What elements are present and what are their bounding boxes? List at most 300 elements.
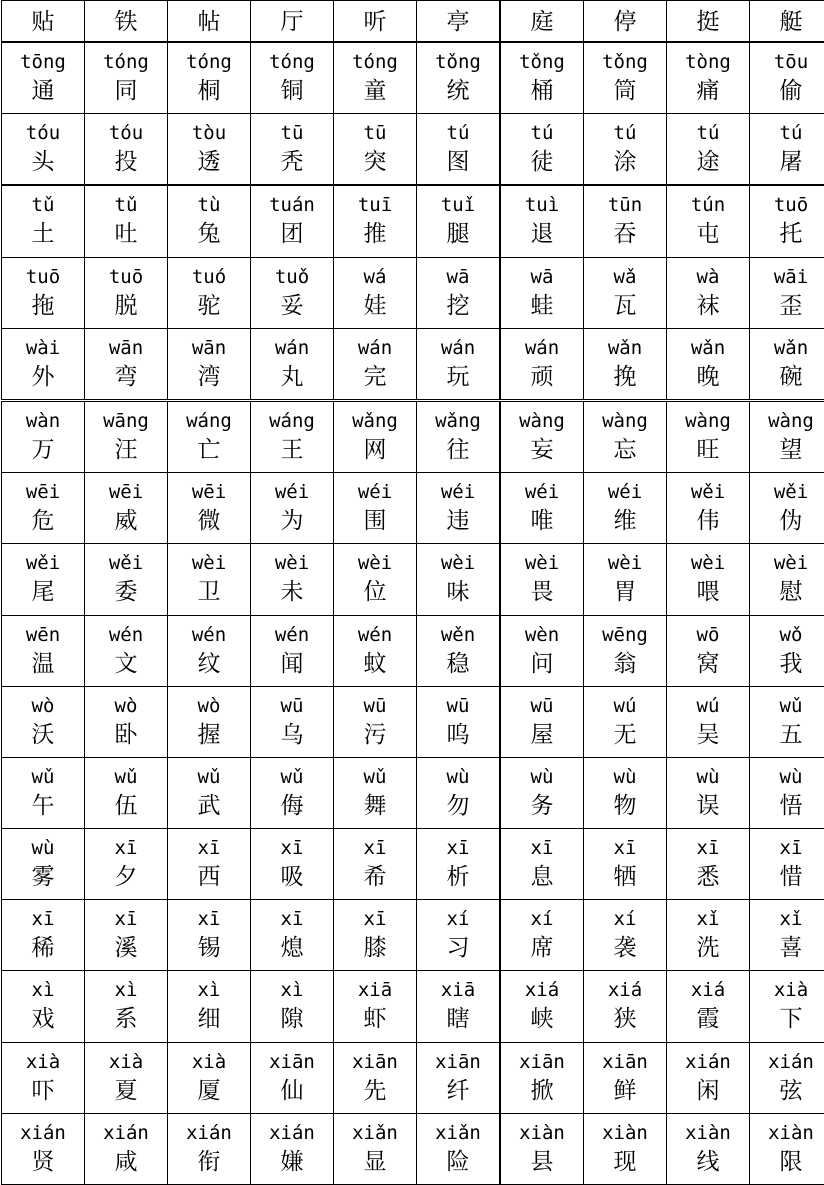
character-text: 痛 bbox=[667, 73, 749, 107]
header-cell bbox=[500, 1, 584, 43]
table-row bbox=[2, 400, 824, 472]
character-cell bbox=[168, 114, 251, 186]
pinyin-text: xià bbox=[750, 971, 824, 1001]
character-cell bbox=[251, 544, 334, 615]
pinyin-text: wǔ bbox=[85, 758, 167, 788]
character-cell bbox=[251, 400, 334, 472]
pinyin-text: wù bbox=[2, 829, 84, 859]
character-cell bbox=[417, 185, 501, 257]
pinyin-text: wā bbox=[417, 258, 499, 288]
pinyin-text: wēng bbox=[584, 616, 666, 646]
character-cell bbox=[251, 1113, 334, 1184]
character-cell bbox=[168, 1042, 251, 1113]
header-character: 铁 bbox=[85, 1, 167, 41]
character-cell bbox=[334, 1042, 417, 1113]
pinyin-text: wǎ bbox=[584, 258, 666, 288]
character-cell bbox=[85, 757, 168, 828]
character-cell bbox=[168, 257, 251, 328]
pinyin-text: xǐ bbox=[750, 900, 824, 930]
character-cell bbox=[2, 757, 85, 828]
character-cell bbox=[417, 971, 501, 1042]
pinyin-text: wǎn bbox=[750, 329, 824, 359]
table-row bbox=[2, 185, 824, 257]
character-cell bbox=[85, 42, 168, 114]
character-cell bbox=[584, 971, 667, 1042]
character-text: 伪 bbox=[750, 503, 824, 537]
character-cell bbox=[2, 829, 85, 900]
character-cell bbox=[85, 257, 168, 328]
pinyin-character-table bbox=[1, 0, 824, 1185]
character-text: 玩 bbox=[417, 359, 499, 393]
pinyin-text: wò bbox=[2, 687, 84, 717]
pinyin-text: wàn bbox=[2, 402, 84, 432]
character-cell bbox=[334, 328, 417, 400]
pinyin-text: wǒ bbox=[750, 616, 824, 646]
character-text: 喜 bbox=[750, 930, 824, 964]
character-text: 习 bbox=[417, 930, 499, 964]
character-text: 误 bbox=[667, 788, 749, 822]
table-row bbox=[2, 114, 824, 186]
pinyin-text: wáng bbox=[168, 402, 250, 432]
character-text: 投 bbox=[85, 144, 167, 178]
pinyin-text: xiá bbox=[667, 971, 749, 1001]
character-text: 衔 bbox=[168, 1144, 250, 1178]
character-text: 午 bbox=[2, 788, 84, 822]
character-cell bbox=[667, 900, 750, 971]
pinyin-text: tóng bbox=[85, 43, 167, 73]
character-text: 先 bbox=[334, 1073, 416, 1107]
character-cell bbox=[667, 42, 750, 114]
pinyin-text: wù bbox=[750, 758, 824, 788]
pinyin-text: wù bbox=[667, 758, 749, 788]
header-row bbox=[2, 1, 824, 43]
character-text: 晚 bbox=[667, 359, 749, 393]
character-cell bbox=[667, 114, 750, 186]
character-cell bbox=[85, 400, 168, 472]
pinyin-text: wò bbox=[85, 687, 167, 717]
character-text: 洗 bbox=[667, 930, 749, 964]
character-text: 丸 bbox=[251, 359, 333, 393]
pinyin-text: tú bbox=[667, 114, 749, 144]
character-text: 弯 bbox=[85, 359, 167, 393]
character-text: 希 bbox=[334, 859, 416, 893]
character-text: 文 bbox=[85, 646, 167, 680]
pinyin-text: wān bbox=[85, 329, 167, 359]
character-text: 侮 bbox=[251, 788, 333, 822]
character-cell bbox=[500, 971, 584, 1042]
character-text: 戏 bbox=[2, 1001, 84, 1035]
character-cell bbox=[584, 400, 667, 472]
table-row bbox=[2, 42, 824, 114]
table-row bbox=[2, 473, 824, 544]
pinyin-text: tuó bbox=[168, 258, 250, 288]
character-text: 童 bbox=[334, 73, 416, 107]
header-cell bbox=[85, 1, 168, 43]
pinyin-text: wàng bbox=[667, 402, 749, 432]
character-cell bbox=[500, 900, 584, 971]
pinyin-text: wū bbox=[501, 687, 583, 717]
character-cell bbox=[500, 686, 584, 757]
pinyin-text: wù bbox=[584, 758, 666, 788]
pinyin-text: wǔ bbox=[334, 758, 416, 788]
character-cell bbox=[251, 473, 334, 544]
character-cell bbox=[500, 400, 584, 472]
character-text: 推 bbox=[334, 216, 416, 250]
character-cell bbox=[417, 900, 501, 971]
table-body bbox=[2, 1, 824, 1185]
pinyin-text: tuō bbox=[750, 186, 824, 216]
pinyin-text: xiǎn bbox=[334, 1114, 416, 1144]
character-cell bbox=[168, 686, 251, 757]
header-cell bbox=[584, 1, 667, 43]
character-cell bbox=[85, 473, 168, 544]
pinyin-text: wū bbox=[417, 687, 499, 717]
pinyin-text: tóu bbox=[85, 114, 167, 144]
character-text: 息 bbox=[501, 859, 583, 893]
pinyin-text: wěi bbox=[667, 473, 749, 503]
table-row bbox=[2, 900, 824, 971]
character-text: 维 bbox=[584, 503, 666, 537]
character-cell bbox=[417, 686, 501, 757]
pinyin-text: wú bbox=[667, 687, 749, 717]
character-text: 顽 bbox=[501, 359, 583, 393]
character-cell bbox=[85, 185, 168, 257]
character-cell bbox=[500, 544, 584, 615]
pinyin-text: wěn bbox=[417, 616, 499, 646]
character-text: 未 bbox=[251, 574, 333, 608]
pinyin-text: xì bbox=[251, 971, 333, 1001]
character-text: 蛙 bbox=[501, 288, 583, 322]
character-text: 违 bbox=[417, 503, 499, 537]
table-row bbox=[2, 757, 824, 828]
character-cell bbox=[334, 185, 417, 257]
pinyin-text: wǎng bbox=[334, 402, 416, 432]
character-text: 威 bbox=[85, 503, 167, 537]
character-text: 吓 bbox=[2, 1073, 84, 1107]
character-cell bbox=[584, 686, 667, 757]
character-cell bbox=[750, 328, 824, 400]
character-cell bbox=[168, 829, 251, 900]
character-cell bbox=[168, 473, 251, 544]
pinyin-text: xián bbox=[85, 1114, 167, 1144]
character-cell bbox=[500, 42, 584, 114]
character-text: 乌 bbox=[251, 717, 333, 751]
character-cell bbox=[2, 185, 85, 257]
character-text: 牺 bbox=[584, 859, 666, 893]
pinyin-text: tǒng bbox=[417, 43, 499, 73]
header-cell bbox=[417, 1, 501, 43]
pinyin-text: wèi bbox=[584, 544, 666, 574]
character-cell bbox=[334, 42, 417, 114]
character-cell bbox=[334, 400, 417, 472]
character-text: 妄 bbox=[501, 432, 583, 466]
pinyin-text: wǎn bbox=[584, 329, 666, 359]
character-text: 惜 bbox=[750, 859, 824, 893]
character-cell bbox=[750, 900, 824, 971]
header-character: 停 bbox=[584, 1, 666, 41]
character-cell bbox=[750, 1113, 824, 1184]
pinyin-text: xī bbox=[168, 900, 250, 930]
pinyin-text: wǔ bbox=[2, 758, 84, 788]
table-row bbox=[2, 257, 824, 328]
pinyin-text: tuō bbox=[85, 258, 167, 288]
character-cell bbox=[750, 42, 824, 114]
pinyin-text: xí bbox=[584, 900, 666, 930]
character-text: 旺 bbox=[667, 432, 749, 466]
character-text: 县 bbox=[501, 1144, 583, 1178]
pinyin-text: wān bbox=[168, 329, 250, 359]
pinyin-text: wàng bbox=[750, 402, 824, 432]
pinyin-text: wén bbox=[334, 616, 416, 646]
pinyin-text: wén bbox=[251, 616, 333, 646]
pinyin-text: tòng bbox=[667, 43, 749, 73]
character-cell bbox=[667, 971, 750, 1042]
character-text: 畏 bbox=[501, 574, 583, 608]
character-text: 兔 bbox=[168, 216, 250, 250]
pinyin-text: wāi bbox=[750, 258, 824, 288]
character-text: 土 bbox=[2, 216, 84, 250]
character-cell bbox=[334, 473, 417, 544]
character-cell bbox=[667, 473, 750, 544]
pinyin-text: wú bbox=[584, 687, 666, 717]
character-cell bbox=[168, 900, 251, 971]
character-text: 慰 bbox=[750, 574, 824, 608]
character-cell bbox=[584, 328, 667, 400]
pinyin-text: xī bbox=[667, 829, 749, 859]
character-cell bbox=[667, 757, 750, 828]
character-text: 熄 bbox=[251, 930, 333, 964]
character-text: 线 bbox=[667, 1144, 749, 1178]
pinyin-text: tòu bbox=[168, 114, 250, 144]
pinyin-text: wēn bbox=[2, 616, 84, 646]
character-cell bbox=[750, 757, 824, 828]
character-cell bbox=[334, 615, 417, 686]
character-cell bbox=[584, 185, 667, 257]
pinyin-text: wèi bbox=[667, 544, 749, 574]
character-cell bbox=[500, 328, 584, 400]
character-cell bbox=[750, 686, 824, 757]
character-text: 胃 bbox=[584, 574, 666, 608]
character-cell bbox=[500, 1042, 584, 1113]
character-text: 污 bbox=[334, 717, 416, 751]
character-text: 翁 bbox=[584, 646, 666, 680]
table-row bbox=[2, 615, 824, 686]
pinyin-text: tuán bbox=[251, 186, 333, 216]
character-text: 伟 bbox=[667, 503, 749, 537]
character-cell bbox=[667, 686, 750, 757]
pinyin-text: tóng bbox=[251, 43, 333, 73]
pinyin-text: xī bbox=[251, 900, 333, 930]
character-text: 偷 bbox=[750, 73, 824, 107]
character-cell bbox=[584, 757, 667, 828]
pinyin-text: xiá bbox=[501, 971, 583, 1001]
character-text: 吸 bbox=[251, 859, 333, 893]
character-text: 突 bbox=[334, 144, 416, 178]
pinyin-text: xiān bbox=[334, 1043, 416, 1073]
character-cell bbox=[85, 686, 168, 757]
character-cell bbox=[168, 1113, 251, 1184]
character-text: 握 bbox=[168, 717, 250, 751]
character-text: 卫 bbox=[168, 574, 250, 608]
pinyin-text: tóng bbox=[168, 43, 250, 73]
pinyin-text: wēi bbox=[168, 473, 250, 503]
character-text: 挽 bbox=[584, 359, 666, 393]
character-text: 瞎 bbox=[417, 1001, 499, 1035]
character-text: 通 bbox=[2, 73, 84, 107]
character-cell bbox=[251, 1042, 334, 1113]
character-cell bbox=[750, 971, 824, 1042]
character-text: 袜 bbox=[667, 288, 749, 322]
character-cell bbox=[334, 114, 417, 186]
header-cell bbox=[2, 1, 85, 43]
character-text: 席 bbox=[501, 930, 583, 964]
character-cell bbox=[251, 42, 334, 114]
character-text: 限 bbox=[750, 1144, 824, 1178]
character-cell bbox=[500, 1113, 584, 1184]
character-cell bbox=[168, 400, 251, 472]
character-text: 唯 bbox=[501, 503, 583, 537]
pinyin-text: xī bbox=[85, 829, 167, 859]
character-text: 屠 bbox=[750, 144, 824, 178]
character-text: 险 bbox=[417, 1144, 499, 1178]
character-cell bbox=[667, 829, 750, 900]
pinyin-text: xī bbox=[501, 829, 583, 859]
character-text: 桶 bbox=[501, 73, 583, 107]
header-cell bbox=[251, 1, 334, 43]
character-text: 图 bbox=[417, 144, 499, 178]
header-cell bbox=[667, 1, 750, 43]
pinyin-text: wǎng bbox=[417, 402, 499, 432]
pinyin-text: tū bbox=[251, 114, 333, 144]
character-cell bbox=[251, 829, 334, 900]
pinyin-text: wèi bbox=[750, 544, 824, 574]
character-text: 途 bbox=[667, 144, 749, 178]
character-cell bbox=[251, 257, 334, 328]
character-cell bbox=[251, 328, 334, 400]
pinyin-text: xī bbox=[417, 829, 499, 859]
character-cell bbox=[85, 615, 168, 686]
character-cell bbox=[2, 328, 85, 400]
character-cell bbox=[750, 615, 824, 686]
pinyin-text: xí bbox=[417, 900, 499, 930]
character-text: 夏 bbox=[85, 1073, 167, 1107]
character-cell bbox=[2, 615, 85, 686]
character-cell bbox=[584, 473, 667, 544]
table-row bbox=[2, 971, 824, 1042]
character-cell bbox=[750, 185, 824, 257]
character-text: 妥 bbox=[251, 288, 333, 322]
pinyin-text: xī bbox=[251, 829, 333, 859]
pinyin-text: xiān bbox=[501, 1043, 583, 1073]
character-text: 腿 bbox=[417, 216, 499, 250]
character-text: 味 bbox=[417, 574, 499, 608]
pinyin-text: xì bbox=[2, 971, 84, 1001]
character-text: 舞 bbox=[334, 788, 416, 822]
character-cell bbox=[2, 114, 85, 186]
character-text: 脱 bbox=[85, 288, 167, 322]
character-text: 厦 bbox=[168, 1073, 250, 1107]
pinyin-text: xiàn bbox=[501, 1114, 583, 1144]
character-cell bbox=[251, 114, 334, 186]
character-cell bbox=[667, 544, 750, 615]
character-text: 雾 bbox=[2, 859, 84, 893]
table-row bbox=[2, 544, 824, 615]
pinyin-text: wén bbox=[85, 616, 167, 646]
character-cell bbox=[667, 257, 750, 328]
character-cell bbox=[85, 1113, 168, 1184]
character-cell bbox=[500, 615, 584, 686]
character-text: 闲 bbox=[667, 1073, 749, 1107]
character-cell bbox=[334, 757, 417, 828]
character-text: 物 bbox=[584, 788, 666, 822]
character-text: 吴 bbox=[667, 717, 749, 751]
pinyin-text: xī bbox=[750, 829, 824, 859]
pinyin-text: tōng bbox=[2, 43, 84, 73]
character-cell bbox=[750, 400, 824, 472]
character-text: 闻 bbox=[251, 646, 333, 680]
character-cell bbox=[2, 971, 85, 1042]
pinyin-text: wǔ bbox=[168, 758, 250, 788]
character-text: 围 bbox=[334, 503, 416, 537]
character-text: 问 bbox=[501, 646, 583, 680]
character-cell bbox=[750, 1042, 824, 1113]
character-cell bbox=[584, 544, 667, 615]
character-text: 桐 bbox=[168, 73, 250, 107]
pinyin-text: wáng bbox=[251, 402, 333, 432]
pinyin-text: wén bbox=[168, 616, 250, 646]
character-text: 务 bbox=[501, 788, 583, 822]
pinyin-text: xì bbox=[85, 971, 167, 1001]
pinyin-text: wéi bbox=[584, 473, 666, 503]
character-cell bbox=[500, 829, 584, 900]
character-cell bbox=[85, 328, 168, 400]
character-text: 下 bbox=[750, 1001, 824, 1035]
header-character: 贴 bbox=[2, 1, 84, 41]
character-text: 嫌 bbox=[251, 1144, 333, 1178]
character-cell bbox=[85, 971, 168, 1042]
character-text: 完 bbox=[334, 359, 416, 393]
character-text: 透 bbox=[168, 144, 250, 178]
character-text: 霞 bbox=[667, 1001, 749, 1035]
character-cell bbox=[168, 42, 251, 114]
pinyin-text: tóng bbox=[334, 43, 416, 73]
character-text: 鲜 bbox=[584, 1073, 666, 1107]
pinyin-text: xiān bbox=[417, 1043, 499, 1073]
character-cell bbox=[584, 114, 667, 186]
pinyin-text: xiān bbox=[251, 1043, 333, 1073]
character-text: 锡 bbox=[168, 930, 250, 964]
character-cell bbox=[667, 615, 750, 686]
pinyin-text: xiān bbox=[584, 1043, 666, 1073]
character-cell bbox=[667, 400, 750, 472]
pinyin-text: xián bbox=[667, 1043, 749, 1073]
character-text: 膝 bbox=[334, 930, 416, 964]
character-cell bbox=[334, 971, 417, 1042]
pinyin-text: tōu bbox=[750, 43, 824, 73]
character-cell bbox=[667, 328, 750, 400]
pinyin-text: xián bbox=[2, 1114, 84, 1144]
pinyin-text: tú bbox=[750, 114, 824, 144]
character-cell bbox=[417, 829, 501, 900]
pinyin-text: wǎn bbox=[667, 329, 749, 359]
character-text: 袭 bbox=[584, 930, 666, 964]
character-text: 呜 bbox=[417, 717, 499, 751]
pinyin-text: wěi bbox=[2, 544, 84, 574]
pinyin-text: xiā bbox=[417, 971, 499, 1001]
character-cell bbox=[168, 615, 251, 686]
character-cell bbox=[584, 42, 667, 114]
character-text: 西 bbox=[168, 859, 250, 893]
